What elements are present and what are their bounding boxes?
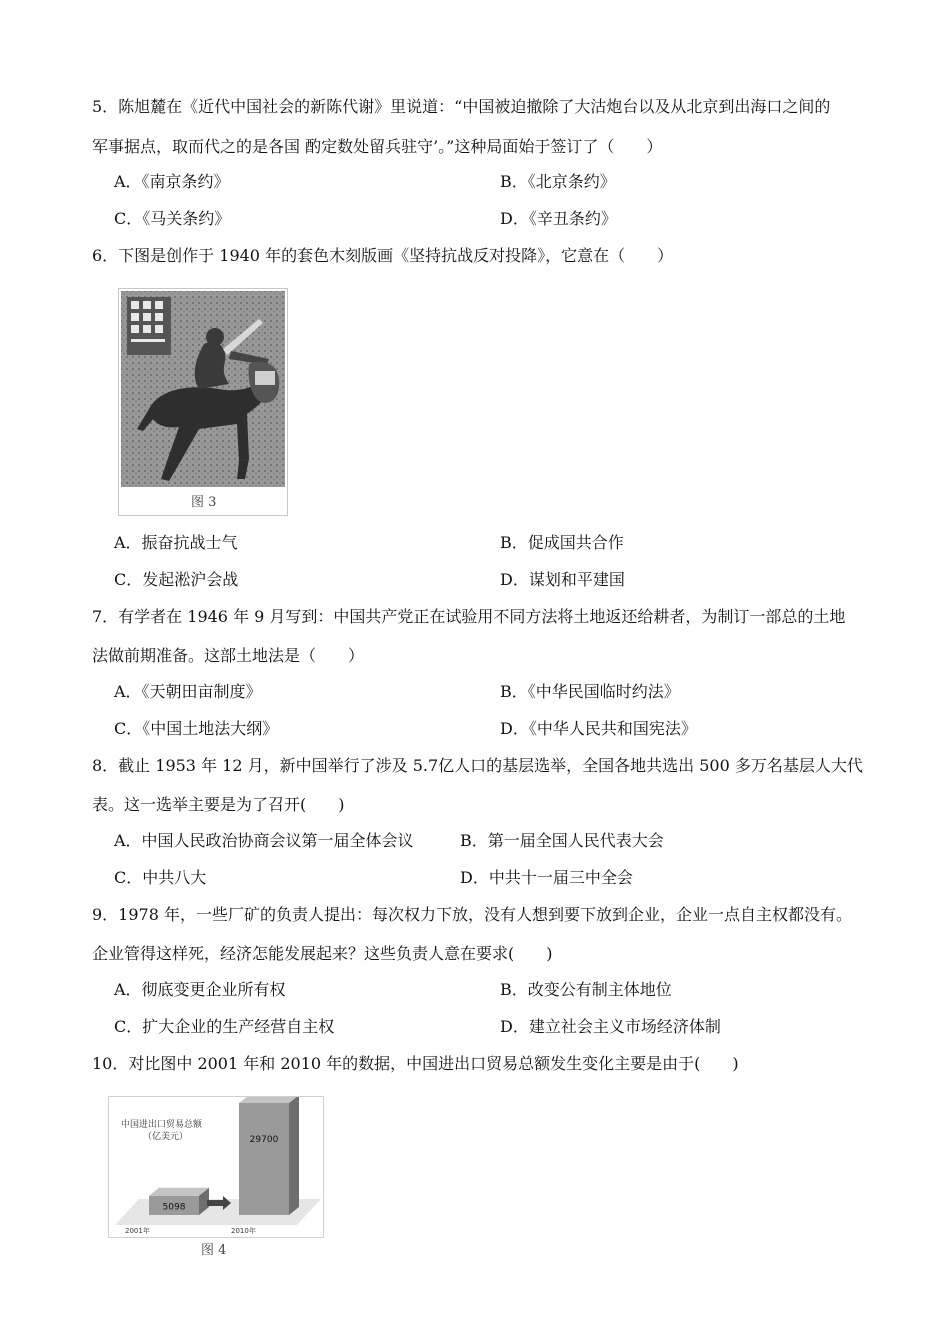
question-9-line-2: 企业管得这样死，经济怎能发展起来？这些负责人意在要求( ) bbox=[92, 944, 553, 963]
data-label-2010年: 29700 bbox=[249, 1135, 279, 1146]
bar-top-2001年 bbox=[149, 1188, 209, 1196]
x-label-2010: 2010年 bbox=[231, 1227, 256, 1235]
x-label-2001: 2001年 bbox=[125, 1227, 150, 1235]
question-5-option-b: B．《北京条约》 bbox=[500, 172, 616, 191]
question-9-line-1: 9．1978 年，一些厂矿的负责人提出：每次权力下放，没有人想到要下放到企业，企业一点自主权都没有。 bbox=[92, 905, 852, 924]
question-7-line-2: 法做前期准备。这部土地法是（ ） bbox=[92, 646, 365, 665]
woodcut-figure bbox=[118, 288, 288, 516]
question-6-option-b: B．促成国共合作 bbox=[500, 533, 624, 552]
figure-4-caption: 图 4 bbox=[201, 1243, 227, 1258]
trade-chart-svg bbox=[109, 1097, 323, 1237]
chart-title: 中国进出口贸易总额 bbox=[121, 1120, 203, 1130]
bar-top-2010年 bbox=[239, 1097, 299, 1103]
woodcut-image bbox=[119, 289, 287, 489]
question-5-line-2: 军事据点，取而代之的是各国 酌定数处留兵驻守’。”这种局面始于签订了（ ） bbox=[92, 137, 663, 156]
question-8-option-d: D．中共十一届三中全会 bbox=[460, 868, 633, 887]
question-6-option-c: C．发起淞沪会战 bbox=[114, 570, 239, 589]
question-9-option-d: D．建立社会主义市场经济体制 bbox=[500, 1017, 721, 1036]
question-8-option-b: B．第一届全国人民代表大会 bbox=[460, 831, 664, 850]
question-6-option-a: A．振奋抗战士气 bbox=[114, 533, 238, 552]
question-6-line-1: 6．下图是创作于 1940 年的套色木刻版画《坚持抗战反对投降》，它意在（ ） bbox=[92, 246, 674, 265]
bar-side-2010年 bbox=[289, 1097, 299, 1215]
question-5-option-a: A．《南京条约》 bbox=[114, 172, 230, 191]
question-7-option-c: C．《中国土地法大纲》 bbox=[114, 719, 279, 738]
question-8-option-a: A．中国人民政治协商会议第一届全体会议 bbox=[114, 831, 414, 850]
question-7-option-b: B．《中华民国临时约法》 bbox=[500, 682, 680, 701]
question-6-option-d: D．谋划和平建国 bbox=[500, 570, 625, 589]
question-5-option-c: C．《马关条约》 bbox=[114, 209, 231, 228]
question-7-option-d: D．《中华人民共和国宪法》 bbox=[500, 719, 697, 738]
question-5-option-d: D．《辛丑条约》 bbox=[500, 209, 617, 228]
question-5-line-1: 5．陈旭麓在《近代中国社会的新陈代谢》里说道：“中国被迫撤除了大沽炮台以及从北京到出海口之间的 bbox=[92, 97, 831, 116]
question-8-line-1: 8．截止 1953 年 12 月，新中国举行了涉及 5.7亿人口的基层选举，全国各地共选出 500 多万名基层人大代 bbox=[92, 756, 863, 775]
question-7-option-a: A．《天朝田亩制度》 bbox=[114, 682, 262, 701]
figure-3-caption: 图 3 bbox=[191, 495, 217, 510]
question-8-option-c: C．中共八大 bbox=[114, 868, 207, 887]
question-9-option-b: B．改变公有制主体地位 bbox=[500, 980, 672, 999]
chart-subtitle: （亿美元） bbox=[143, 1132, 189, 1142]
question-9-option-c: C．扩大企业的生产经营自主权 bbox=[114, 1017, 335, 1036]
question-10-line-1: 10．对比图中 2001 年和 2010 年的数据，中国进出口贸易总额发生变化主要是由于( ) bbox=[92, 1054, 739, 1073]
question-8-line-2: 表。这一选举主要是为了召开( ) bbox=[92, 795, 345, 814]
data-label-2001年: 5098 bbox=[162, 1202, 186, 1213]
trade-chart bbox=[108, 1096, 324, 1258]
question-9-option-a: A．彻底变更企业所有权 bbox=[114, 980, 286, 999]
question-7-line-1: 7．有学者在 1946 年 9 月写到：中国共产党正在试验用不同方法将土地返还给耕者，为制订一部总的土地 bbox=[92, 607, 846, 626]
bar-2010年 bbox=[239, 1103, 289, 1215]
